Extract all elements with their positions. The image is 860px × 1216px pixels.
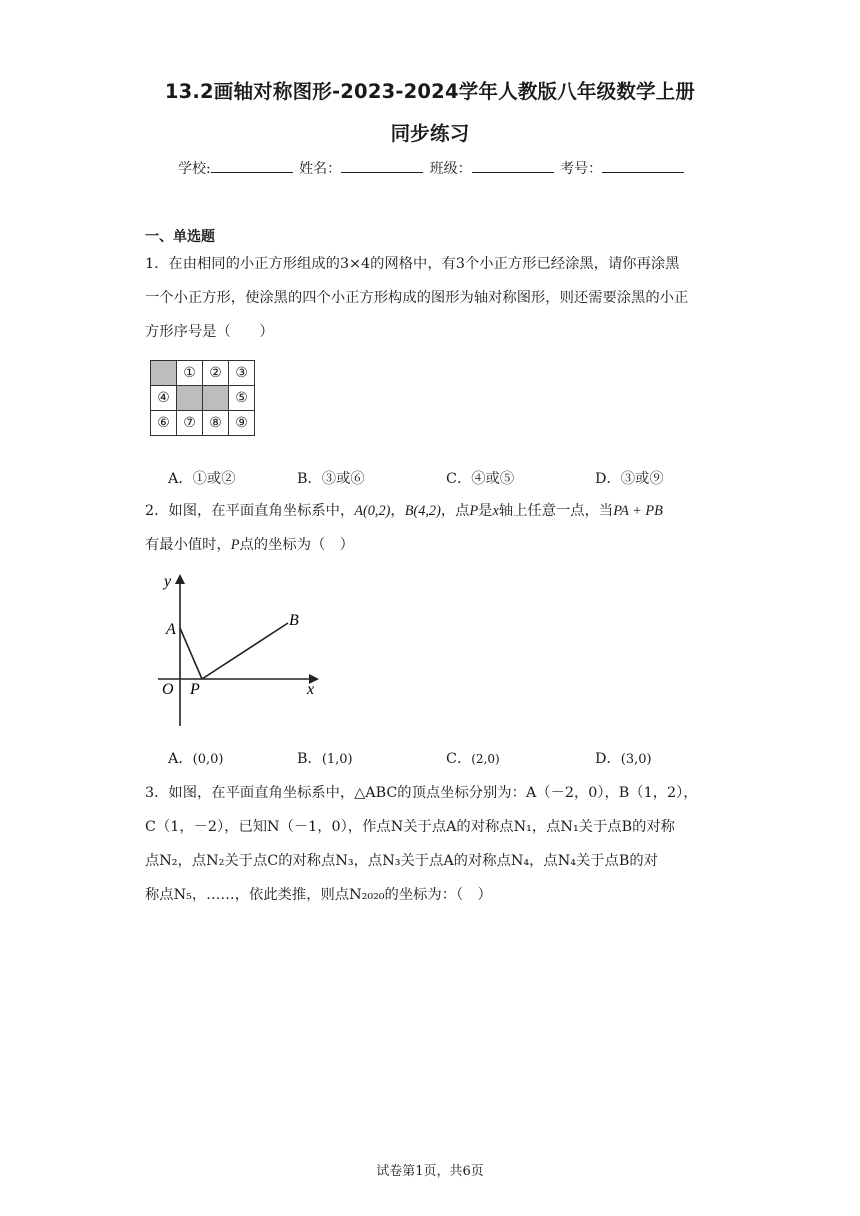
x-axis-label: x [307,681,315,698]
pa-plus-pb: PA + PB [613,503,663,519]
grid-cell: ① [177,361,203,386]
question-2-line [145,528,719,562]
question-1-option-d: D．③或⑨ [595,471,664,487]
point-p-label: P [190,681,200,698]
question-1-line: 1．在由相同的小正方形组成的3×4的网格中，有3个小正方形已经涂黑，请你再涂黑 [145,256,680,272]
question-3-line: 称点N₅，……，依此类推，则点N₂₀₂₀的坐标为：（ ） [145,887,492,903]
question-3-text [145,776,719,912]
text-run: ， [390,503,405,519]
segment-pb [202,623,288,679]
point-p: P [469,503,479,519]
question-2-line [145,494,719,528]
student-info-row [178,158,686,178]
question-1-option-c: C．④或⑤ [446,471,515,487]
class-blank [472,160,554,173]
point-p: P [230,537,240,553]
section-heading: 一、单选题 [145,229,215,245]
question-2-option-a [168,748,223,768]
segment-pa [180,628,202,679]
option-value: (3,0) [620,752,652,767]
option-letter: D． [595,751,621,767]
grid-cell: ⑥ [151,411,177,436]
option-letter: B． [297,751,322,767]
grid-cell: ⑨ [229,411,255,436]
exam-number-label: 考号： [560,161,603,177]
grid-cell [203,386,229,411]
page-title-line2: 同步练习 [390,122,470,145]
page-footer: 试卷第1页，共6页 [376,1164,484,1179]
option-value: (0,0) [192,752,224,767]
text-run: ，点 [440,503,470,519]
grid-cell: ⑧ [203,411,229,436]
grid-cell: ④ [151,386,177,411]
point-b-coords: B(4,2) [404,503,441,519]
question-1-text [145,247,719,349]
option-letter: C． [446,751,472,767]
point-b-label: B [289,612,299,629]
question-1-line: 方形序号是（ ） [145,324,274,340]
name-label: 姓名： [299,161,342,177]
grid-cell: ③ [229,361,255,386]
question-3-line: 3．如图，在平面直角坐标系中，△ABC的顶点坐标分别为：A（－2，0），B（1，2）， [145,785,698,801]
question-2-option-c [446,748,500,768]
point-a-label: A [166,621,176,638]
question-3-line: 点N₂，点N₂关于点C的对称点N₃，点N₃关于点A的对称点N₄，点N₄关于点B的对 [145,853,658,869]
y-axis-label: y [164,573,172,590]
x-axis-symbol: x [492,503,499,519]
question-1-option-a: A．①或② [168,471,236,487]
question-2-option-d [595,748,652,768]
grid-cell: ⑤ [229,386,255,411]
school-label: 学校: [178,161,211,177]
page-title: 13.2画轴对称图形-2023-2024学年人教版八年级数学上册 [164,80,696,103]
option-letter: A． [168,751,193,767]
question-1-line: 一个小正方形，使涂黑的四个小正方形构成的图形为轴对称图形，则还需要涂黑的小正 [145,290,689,306]
origin-label: O [162,681,174,698]
grid-cell [151,361,177,386]
grid-cell [177,386,203,411]
school-blank [211,160,293,173]
grid-cell: ⑦ [177,411,203,436]
text-run: 2．如图，在平面直角坐标系中， [145,503,355,519]
question-3-line: C（1，－2），已知N（－1，0），作点N关于点A的对称点N₁，点N₁关于点B的对称 [145,819,675,835]
question-1-grid [150,360,255,436]
text-run: 是 [478,503,493,519]
exam-number-blank [602,160,684,173]
grid-cell: ② [203,361,229,386]
option-value: (1,0) [321,752,353,767]
text-run: 轴上任意一点，当 [498,503,614,519]
question-2-option-b [297,748,353,768]
option-value: (2,0) [471,752,500,766]
question-1-option-b: B．③或⑥ [297,471,365,487]
class-label: 班级： [429,161,472,177]
question-2-figure [150,568,330,733]
text-run: 点的坐标为（ ） [239,537,354,553]
text-run: 有最小值时， [145,537,231,553]
name-blank [341,160,423,173]
question-2-text [145,494,719,562]
point-a-coords: A(0,2) [354,503,391,519]
